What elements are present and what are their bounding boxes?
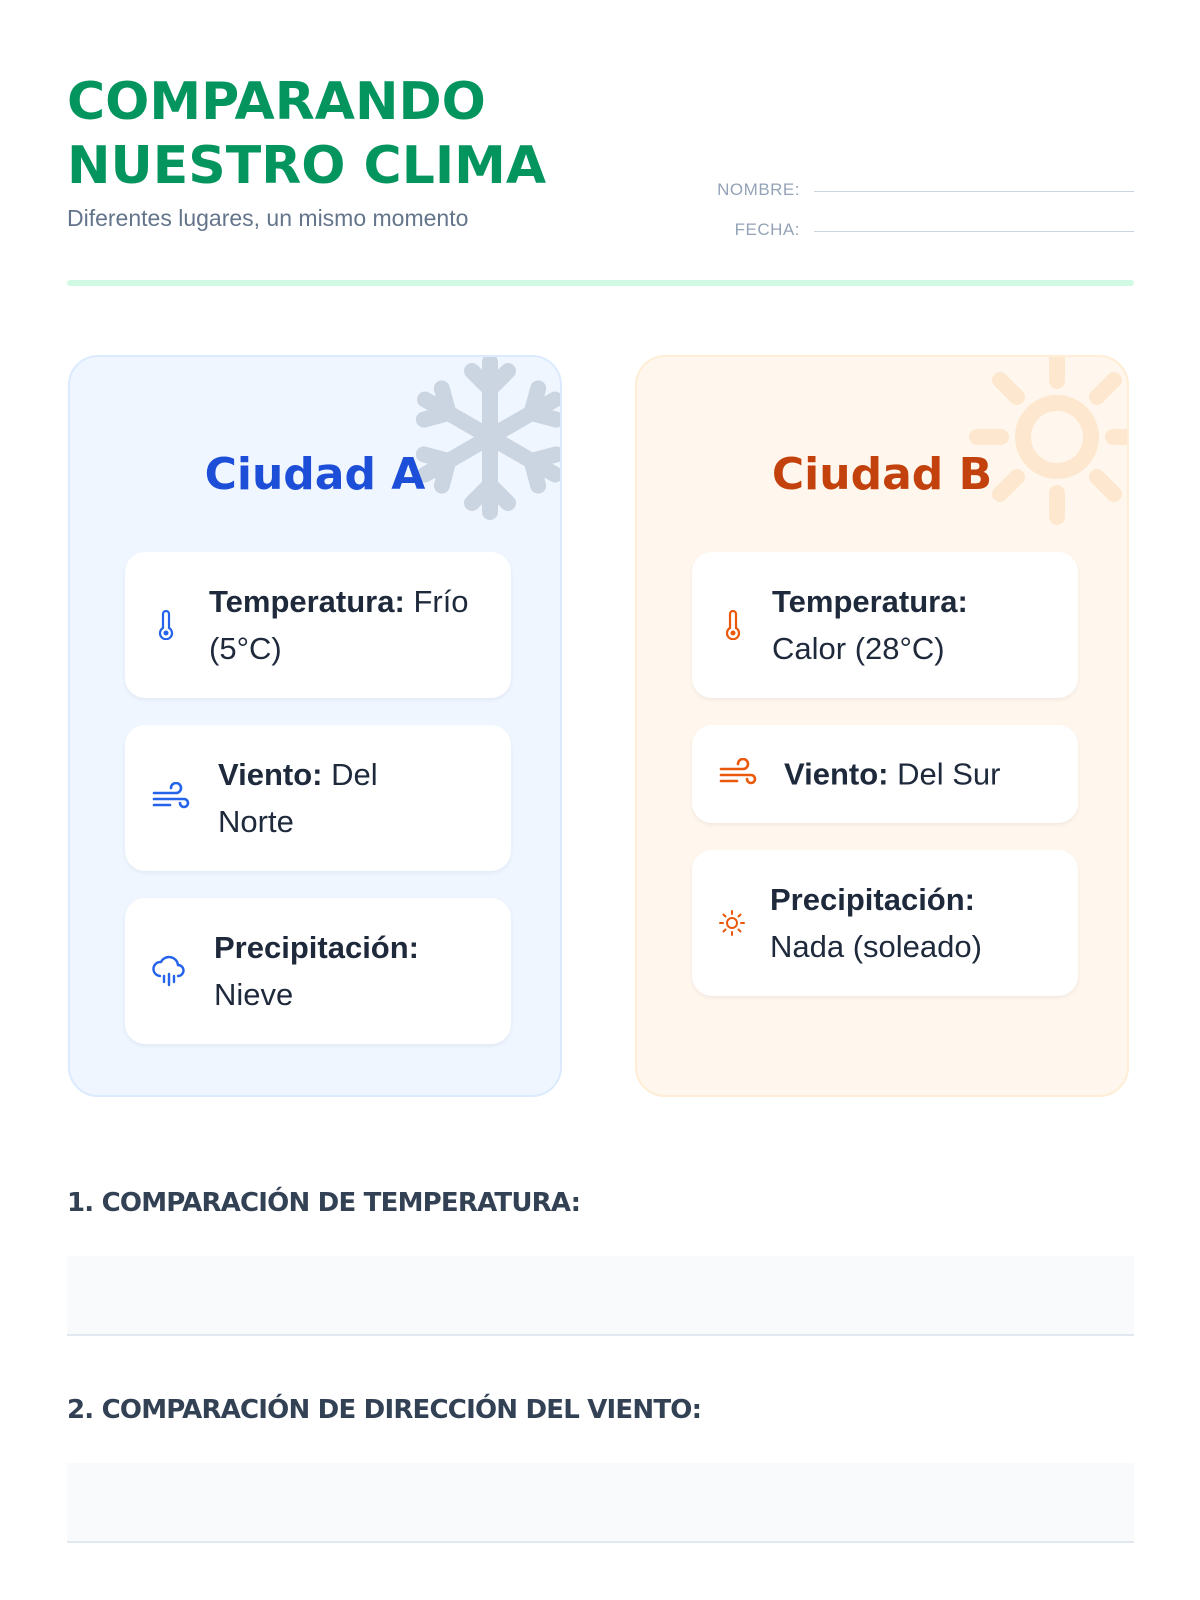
date-field: [690, 210, 1134, 240]
city-b-title: Ciudad B: [771, 449, 993, 500]
cloud-snow-icon: [151, 954, 187, 988]
title-line-2: NUESTRO CLIMA: [67, 136, 547, 196]
sun-icon: [718, 909, 746, 937]
city-b-card: [635, 355, 1129, 1097]
name-field: [690, 170, 1134, 200]
date-label: FECHA:: [734, 220, 800, 239]
title-line-1: COMPARANDO: [67, 72, 486, 132]
city-a-wind-text: Viento: Del Norte: [218, 757, 378, 839]
sun-icon: [967, 355, 1129, 527]
city-a-temperature: [125, 552, 511, 698]
city-b-precipitation: [692, 850, 1078, 996]
header-divider: [67, 280, 1134, 286]
wind-icon: [151, 782, 191, 814]
city-a-card: [68, 355, 562, 1097]
date-line[interactable]: [814, 231, 1134, 232]
question-2-answer-box[interactable]: [67, 1463, 1134, 1543]
city-b-temperature: [692, 552, 1078, 698]
city-b-temperature-text: Temperatura: Calor (28°C): [772, 584, 968, 666]
question-1-title: 1. COMPARACIÓN DE TEMPERATURA:: [67, 1188, 581, 1218]
city-a-temperature-text: Temperatura: Frío (5°C): [209, 584, 469, 666]
wind-icon: [718, 758, 758, 790]
city-a-precipitation-text: Precipitación: Nieve: [214, 930, 419, 1012]
city-b-wind: [692, 725, 1078, 823]
name-line[interactable]: [814, 191, 1134, 192]
city-a-precipitation: [125, 898, 511, 1044]
thermometer-icon: [725, 610, 741, 640]
name-label: NOMBRE:: [717, 180, 800, 199]
thermometer-icon: [158, 610, 174, 640]
snowflake-icon: [400, 355, 562, 527]
city-b-precipitation-text: Precipitación: Nada (soleado): [770, 882, 982, 964]
page-title: [67, 70, 546, 198]
page-subtitle: Diferentes lugares, un mismo momento: [67, 205, 469, 231]
question-1-answer-box[interactable]: [67, 1256, 1134, 1336]
city-a-title: Ciudad A: [204, 449, 426, 500]
city-a-wind: [125, 725, 511, 871]
city-b-wind-text: Viento: Del Sur: [784, 756, 1001, 792]
question-2-title: 2. COMPARACIÓN DE DIRECCIÓN DEL VIENTO:: [67, 1395, 702, 1425]
